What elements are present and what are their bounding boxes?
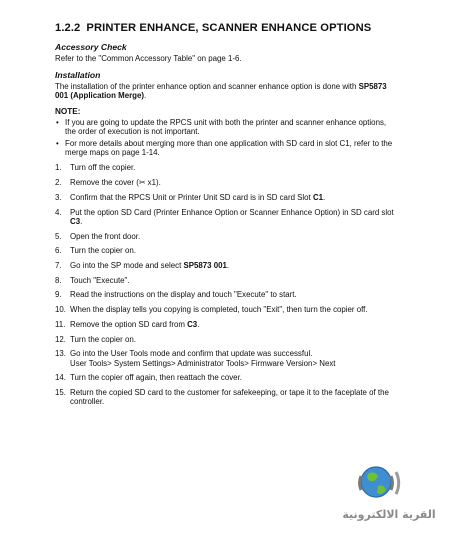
step-number: 8. [55,275,62,285]
step-number: 14. [55,373,66,383]
bullet-icon: • [56,117,59,127]
step-text: When the display tells you copying is completed, touch "Exit", then turn the copier off. [70,305,368,315]
note-label: NOTE: [55,106,81,116]
installation-text-a: The installation of the printer enhance option and scanner enhance option is done with [55,81,359,91]
step-number: 11. [55,319,66,329]
accessory-check-text: Refer to the "Common Accessory Table" on page 1-6. [55,54,242,63]
step-item [55,208,395,227]
step-item [55,290,395,299]
step-number: 6. [55,246,62,256]
step-text: Go into the SP mode and select [70,261,184,271]
step-number: 13. [55,349,66,359]
step-text-bold: C1 [312,192,324,202]
step-number: 9. [55,290,62,300]
step-text-bold: SP5873 001 [183,261,227,271]
note-bullets [55,118,395,158]
step-number: 12. [55,334,66,344]
globe-icon [334,456,444,508]
step-number: 15. [55,388,66,398]
installation-text-bold: SP5873 001 (Application Merge) [55,81,387,101]
step-text-end: . [323,192,326,202]
step-text: Put the option SD Card (Printer Enhance Option or Scanner Enhance Option) in SD card slot [70,207,394,217]
step-number: 10. [55,305,66,315]
step-text: Turn the copier on. [70,334,136,344]
step-text: Confirm that the RPCS Unit or Printer Unit SD card is in SD card Slot [70,192,313,202]
step-text-bold: C3 [187,319,198,329]
note-bullet [55,118,395,137]
step-item [55,305,395,314]
step-item [55,178,395,187]
section-number: 1.2.2 [55,22,81,34]
procedure-steps [55,163,395,406]
menu-path: User Tools> System Settings> Administrator Tools> Firmware Version> Next [70,358,336,368]
step-text: Read the instructions on the display and touch "Execute" to start. [70,290,297,300]
step-number: 1. [55,163,62,173]
step-number: 5. [55,231,62,241]
step-text: Open the front door. [70,231,141,241]
section-title [55,22,395,34]
note-bullet [55,139,395,158]
step-item [55,246,395,255]
step-number: 7. [55,261,62,271]
installation-text-c: . [144,91,147,101]
step-item [55,388,395,407]
step-item [55,232,395,241]
step-text: Turn the copier off again, then reattach the cover. [70,373,242,383]
step-number: 3. [55,192,62,202]
step-item [55,261,395,270]
step-item [55,163,395,172]
note-bullet-text: If you are going to update the RPCS unit with both the printer and scanner enhance options, the order of execution is not important. [65,117,387,137]
installation-heading: Installation [55,69,101,80]
step-text: Return the copied SD card to the customer for safekeeping, or tape it to the faceplate of the controller. [70,388,389,407]
step-item [55,320,395,329]
watermark-logo [334,456,444,526]
step-item [55,349,395,368]
step-text-end: . [226,261,230,271]
step-text: Touch "Execute". [70,275,130,285]
step-item [55,373,395,382]
section-title-text: PRINTER ENHANCE, SCANNER ENHANCE OPTIONS [86,22,372,34]
step-text-bold: C3 [70,216,81,226]
step-item [55,193,395,202]
step-text: Turn the copier on. [70,246,136,256]
step-text: Remove the cover (✂ x1). [70,178,161,188]
step-item [55,276,395,285]
step-text: Go into the User Tools mode and confirm that update was successful. [70,349,313,359]
step-number: 2. [55,178,62,188]
bullet-icon: • [56,138,59,148]
logo-text: القرية الالكترونية [342,508,436,521]
accessory-check-heading: Accessory Check [55,42,127,52]
step-text-end: . [80,216,83,226]
step-item [55,335,395,344]
step-text: Turn off the copier. [70,163,136,173]
step-number: 4. [55,207,62,217]
document-page [55,22,395,412]
note-bullet-text: For more details about merging more than one application with SD card in slot C1, refer to the merge maps on page 1-14. [65,138,393,157]
step-text: Remove the option SD card from [70,319,188,329]
step-text-end: . [197,319,200,329]
installation-text [55,82,395,101]
